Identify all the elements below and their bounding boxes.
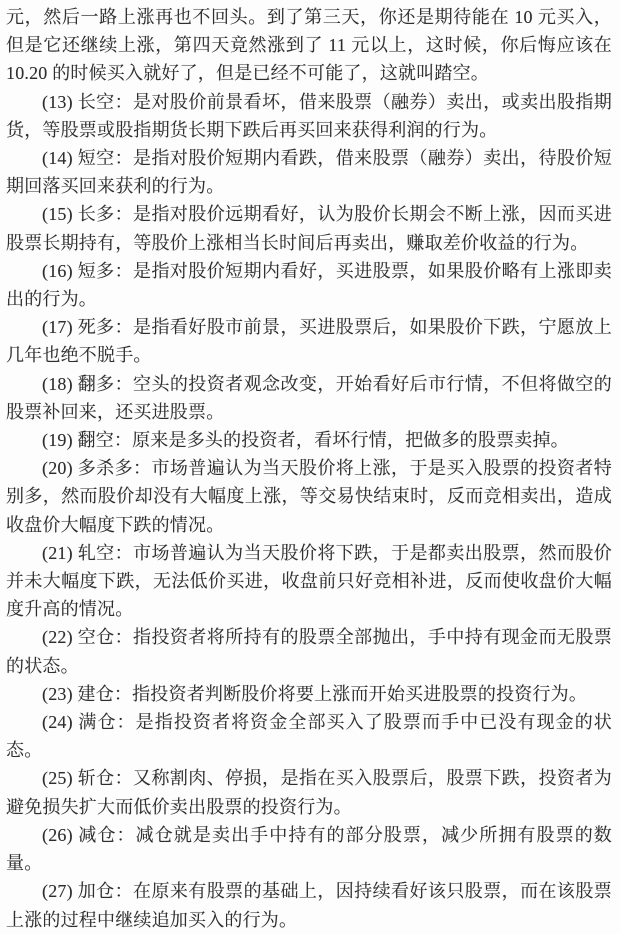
paragraph-term-26-jiancang-reduce: (26) 减仓：减仓就是卖出手中持有的部分股票，减少所拥有股票的数量。 [6, 824, 612, 874]
paragraph-term-24-mancang: (24) 满仓：是指投资者将资金全部买入了股票而手中已没有现金的状态。 [6, 712, 612, 761]
paragraph-term-25-zhancang: (25) 斩仓：又称割肉、停损，是指在买入股票后，股票下跌，投资者为避免损失扩大而低价卖出股票的投资行为。 [6, 768, 612, 817]
paragraph-term-20-duoshaduo: (20) 多杀多：市场普遍认为当天股价将上涨，于是买入股票的投资者特别多，然而股价却没有大幅度上涨，等交易快结束时，反而竞相卖出，造成收盘价大幅度下跌的情况。 [6, 458, 612, 535]
paragraph-term-22-kongcang: (22) 空仓：指投资者将所持有的股票全部抛出，手中持有现金而无股票的状态。 [6, 627, 612, 676]
paragraph-term-27-jiacang: (27) 加仓：在原来有股票的基础上，因持续看好该只股票，而在该股票上涨的过程中继续追加买入的行为。 [6, 881, 612, 930]
paragraph-term-19-fankong: (19) 翻空：原来是多头的投资者，看坏行情，把做多的股票卖掉。 [42, 430, 569, 451]
paragraph-term-13-changkong: (13) 长空：是对股价前景看坏，借来股票（融券）卖出，或卖出股指期货，等股票或股指期货长期下跌后再买回来获得利润的行为。 [6, 91, 612, 140]
paragraph-term-16-duanduo: (16) 短多：是指对股价短期内看好，买进股票，如果股价略有上涨即卖出的行为。 [6, 260, 612, 310]
paragraph-term-21-yakong: (21) 轧空：市场普遍认为当天股价将下跌，于是都卖出股票，然而股价并未大幅度下跌，无法低价买进，收盘前只好竞相补进，反而使收盘价大幅度升高的情况。 [6, 542, 612, 620]
paragraph-term-15-changduo: (15) 长多：是指对股价远期看好，认为股价长期会不断上涨，因而买进股票长期持有，等股价上涨相当长时间后再卖出，赚取差价收益的行为。 [6, 204, 612, 253]
paragraph-term-14-duankong: (14) 短空：是指对股价短期内看跌，借来股票（融券）卖出，待股价短期回落买回来获利的行为。 [6, 148, 612, 197]
paragraph-term-17-siduo: (17) 死多：是指看好股市前景，买进股票后，如果股价下跌，宁愿放上几年也绝不脱手。 [6, 317, 612, 366]
paragraph-continuation-taking: 元，然后一路上涨再也不回头。到了第三天，你还是期待能在 10 元买入，但是它还继续上涨，第四天竟然涨到了 11 元以上，这时候，你后悔应该在 10.20 的时候买入就好了，但是已经不可能了，这就叫踏空。 [6, 7, 612, 84]
paragraph-term-23-jiancang: (23) 建仓：指投资者判断股价将要上涨而开始买进股票的投资行为。 [42, 683, 588, 704]
paragraph-term-18-fanduo: (18) 翻多：空头的投资者观念改变，开始看好后市行情，不但将做空的股票补回来，还买进股票。 [6, 373, 612, 422]
